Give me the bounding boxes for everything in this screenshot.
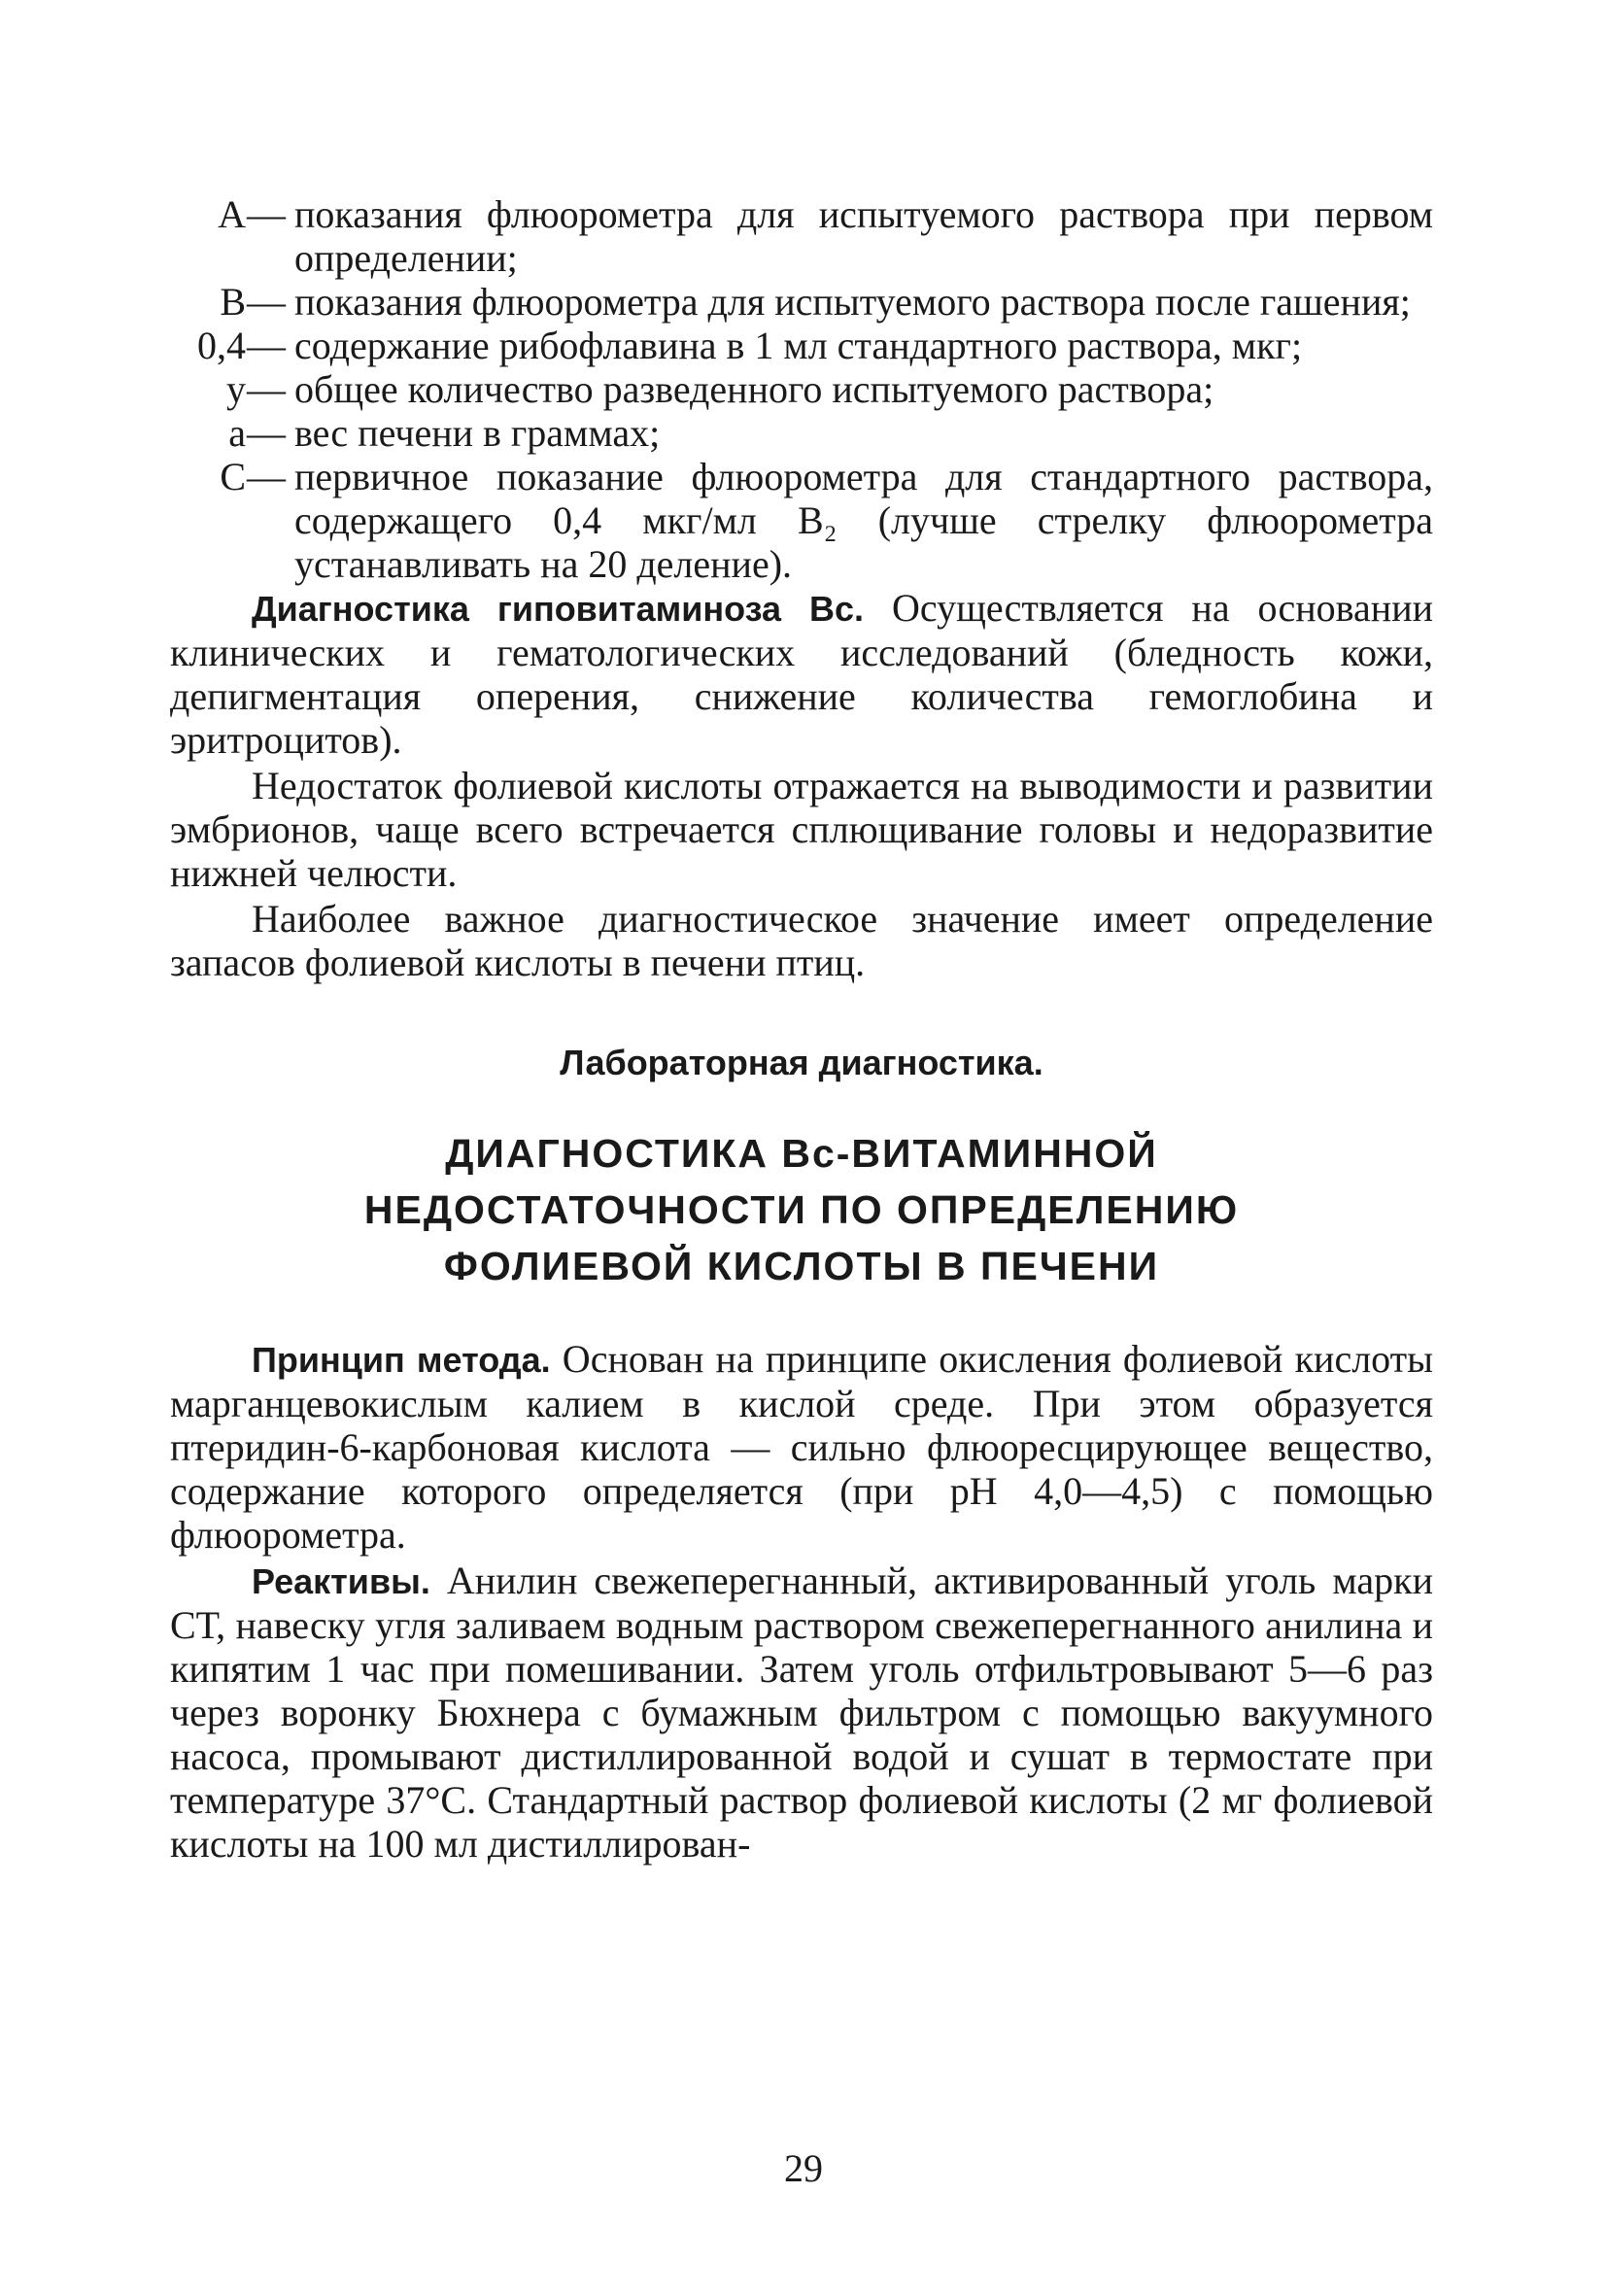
heading-line: ФОЛИЕВОЙ КИСЛОТЫ В ПЕЧЕНИ (443, 1244, 1160, 1288)
diagnostics-paragraph (170, 586, 1433, 762)
heading-line: НЕДОСТАТОЧНОСТИ ПО ОПРЕДЕЛЕНИЮ (363, 1187, 1240, 1232)
legend-dash: — (247, 411, 286, 455)
page-body (170, 192, 1433, 1866)
importance-paragraph: Наиболее важное диагностическое значение имеет определение запасов фолиевой кислоты в печени птиц. (170, 897, 1433, 984)
section-heading (170, 1125, 1433, 1294)
principle-text: Основан на принципе окисления фолиевой кислоты марганцевокислым калием в кислой среде. При этом образуется птеридин-6-карбоновая кислота — сильно флюоресцирующее вещество, содержание которого определяется (при рН 4,0—4,5) с помощью флюорометра. (170, 1337, 1433, 1557)
legend-dash: — (247, 455, 286, 498)
legend-text: первичное показание флюорометра для стандартного раствора, содержащего 0,4 мкг/мл B₂ (лучше стрелку флюорометра устанавливать на 20 деление). (294, 455, 1433, 586)
legend-text: общее количество разведенного испытуемого раствора; (294, 367, 1214, 411)
legend-symbol: у (226, 367, 246, 411)
reagents-paragraph (170, 1559, 1433, 1866)
legend-dash: — (247, 192, 286, 236)
legend-row-c (170, 455, 1433, 586)
legend-symbol: С (220, 455, 246, 498)
legend-text: вес печени в граммах; (294, 411, 661, 455)
reagents-lead: Реактивы. (252, 1561, 430, 1601)
diagnostics-text: Осуществляется на основании клинических и гематологических исследований (бледность кожи, депигментация оперения, снижение количества гемоглобина и эритроцитов). (170, 586, 1434, 762)
principle-paragraph (170, 1337, 1433, 1557)
legend-symbol: А (218, 192, 246, 236)
legend-row-b (170, 280, 1433, 324)
principle-lead: Принцип метода. (252, 1340, 551, 1380)
legend-dash: — (247, 324, 286, 367)
heading-line: ДИАГНОСТИКА Вс-ВИТАМИННОЙ (445, 1131, 1158, 1176)
formula-legend (170, 192, 1433, 586)
legend-row-a-weight (170, 411, 1433, 455)
legend-symbol: 0,4 (197, 324, 246, 367)
legend-text: показания флюорометра для испытуемого раствора при первом определении; (294, 192, 1433, 280)
legend-row-04 (170, 324, 1433, 367)
legend-text: показания флюорометра для испытуемого раствора после гашения; (294, 280, 1411, 324)
legend-row-y (170, 367, 1433, 411)
legend-dash: — (247, 280, 286, 324)
page-number: 29 (784, 2146, 823, 2190)
legend-text: содержание рибофлавина в 1 мл стандартного раствора, мкг; (294, 324, 1303, 367)
subheading: Лабораторная диагностика. (560, 1043, 1043, 1082)
legend-row-a (170, 192, 1433, 280)
reagents-text: Анилин свежеперегнанный, активированный уголь марки СТ, навеску угля заливаем водным раствором свежеперегнанного анилина и кипятим 1 час при помешивании. Затем уголь отфильтровывают 5—6 раз через воронку Бюхнера с бумажным фильтром с помощью вакуумного насоса, промывают дистиллированной водой и сушат в термостате при температуре 37°С. Стандартный раствор фолиевой кислоты (2 мг фолиевой кислоты на 100 мл дистиллирован- (170, 1559, 1433, 1866)
legend-symbol: а (228, 411, 246, 455)
diagnostics-lead: Диагностика гиповитаминоза Вс. (252, 589, 865, 629)
deficiency-paragraph: Недостаток фолиевой кислоты отражается на выводимости и развитии эмбрионов, чаще всего встречается сплющивание головы и недоразвитие нижней челюсти. (170, 764, 1433, 895)
legend-dash: — (247, 367, 286, 411)
legend-symbol: В (220, 280, 246, 324)
